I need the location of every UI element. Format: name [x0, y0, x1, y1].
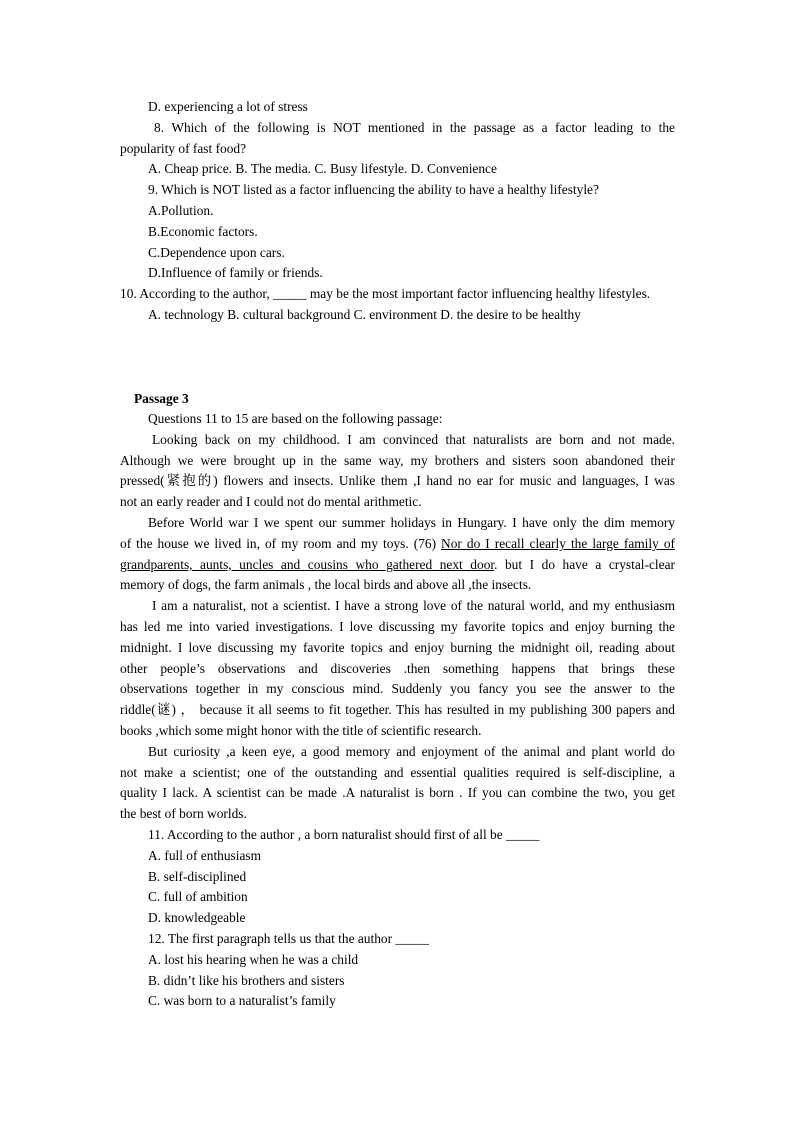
paragraph-2-line [120, 536, 675, 552]
paragraph-2-line: Before World war I we spent our summer holidays in Hungary. I have only the dim memory [148, 515, 675, 530]
paragraph-3-line: observations together in my conscious mind. Suddenly you fancy you see the answer to the [120, 681, 675, 696]
paragraph-3-line: I am a naturalist, not a scientist. I have a strong love of the natural world, and my enthusiasm [152, 598, 675, 613]
q9-option-d: D.Influence of family or friends. [148, 265, 323, 280]
q12-option: A. lost his hearing when he was a child [148, 952, 359, 967]
q11-option: D. knowledgeable [148, 910, 246, 925]
q9-option-a: A.Pollution. [148, 203, 214, 218]
paragraph-2-line: memory of dogs, the farm animals , the local birds and above all ,the insects. [120, 577, 532, 592]
paragraph-2-text: of the house we lived in, of my room and my toys. (76) [120, 536, 442, 551]
paragraph-3-line: riddle(谜) ， because it all seems to fit together. This has resulted in my publishing 300 papers and [120, 702, 675, 717]
q10-options: A. technology B. cultural background C. environment D. the desire to be healthy [148, 307, 581, 322]
q9-question: 9. Which is NOT listed as a factor influencing the ability to have a healthy lifestyle? [148, 182, 599, 197]
paragraph-4-line: the best of born worlds. [120, 806, 247, 821]
q11-question: 11. According to the author , a born naturalist should first of all be _____ [148, 827, 540, 842]
paragraph-1-line: pressed(紧抱的) flowers and insects. Unlike them ,I hand no ear for music and languages, I was [120, 473, 675, 488]
passage-heading: Passage 3 [134, 391, 189, 406]
paragraph-1-line: not an early reader and I could not do mental arithmetic. [120, 494, 422, 509]
passage-intro: Questions 11 to 15 are based on the following passage: [148, 411, 443, 426]
paragraph-3-line: books ,which some might honor with the title of scientific research. [120, 723, 482, 738]
paragraph-1-line: Looking back on my childhood. I am convinced that naturalists are born and not made. [152, 432, 675, 447]
q11-option: A. full of enthusiasm [148, 848, 262, 863]
paragraph-3-line: midnight. I love discussing my favorite topics and enjoy burning the midnight oil, reading about [120, 640, 675, 655]
paragraph-4-line: quality I lack. A scientist can be made .A naturalist is born . If you can combine the two, you get [120, 785, 675, 800]
paragraph-1-line: Although we were brought up in the same way, my brothers and sisters soon abandoned their [120, 453, 675, 468]
q7-option-d: D. experiencing a lot of stress [148, 99, 308, 114]
q9-option-b: B.Economic factors. [148, 224, 258, 239]
paragraph-4-line: not make a scientist; one of the outstanding and essential qualities required is self-discipline, a [120, 765, 675, 780]
paragraph-4-line: But curiosity ,a keen eye, a good memory and enjoyment of the animal and plant world do [148, 744, 675, 759]
paragraph-2-text: . but I do have a crystal-clear [494, 557, 675, 572]
paragraph-2-line [120, 557, 675, 573]
q8-question-line2: popularity of fast food? [120, 141, 247, 156]
q8-question-line1: 8. Which of the following is NOT mentioned in the passage as a factor leading to the [154, 120, 675, 135]
underlined-sentence-76: Nor do I recall clearly the large family of [441, 536, 675, 551]
q10-question: 10. According to the author, _____ may be the most important factor influencing healthy lifestyles. [120, 286, 651, 301]
q12-option: B. didn’t like his brothers and sisters [148, 973, 345, 988]
q12-option: C. was born to a naturalist’s family [148, 993, 336, 1008]
q11-option: B. self-disciplined [148, 869, 247, 884]
q9-option-c: C.Dependence upon cars. [148, 245, 285, 260]
q8-options: A. Cheap price. B. The media. C. Busy lifestyle. D. Convenience [148, 161, 497, 176]
paragraph-3-line: has led me into varied investigations. I love discussing my favorite topics and enjoy burning the [120, 619, 675, 634]
q12-question: 12. The first paragraph tells us that the author _____ [148, 931, 429, 946]
q11-option: C. full of ambition [148, 889, 248, 904]
paragraph-3-line: other people’s observations and discoveries .then something happens that brings these [120, 661, 675, 676]
underlined-sentence-76-cont: grandparents, aunts, uncles and cousins who gathered next door [120, 557, 495, 572]
